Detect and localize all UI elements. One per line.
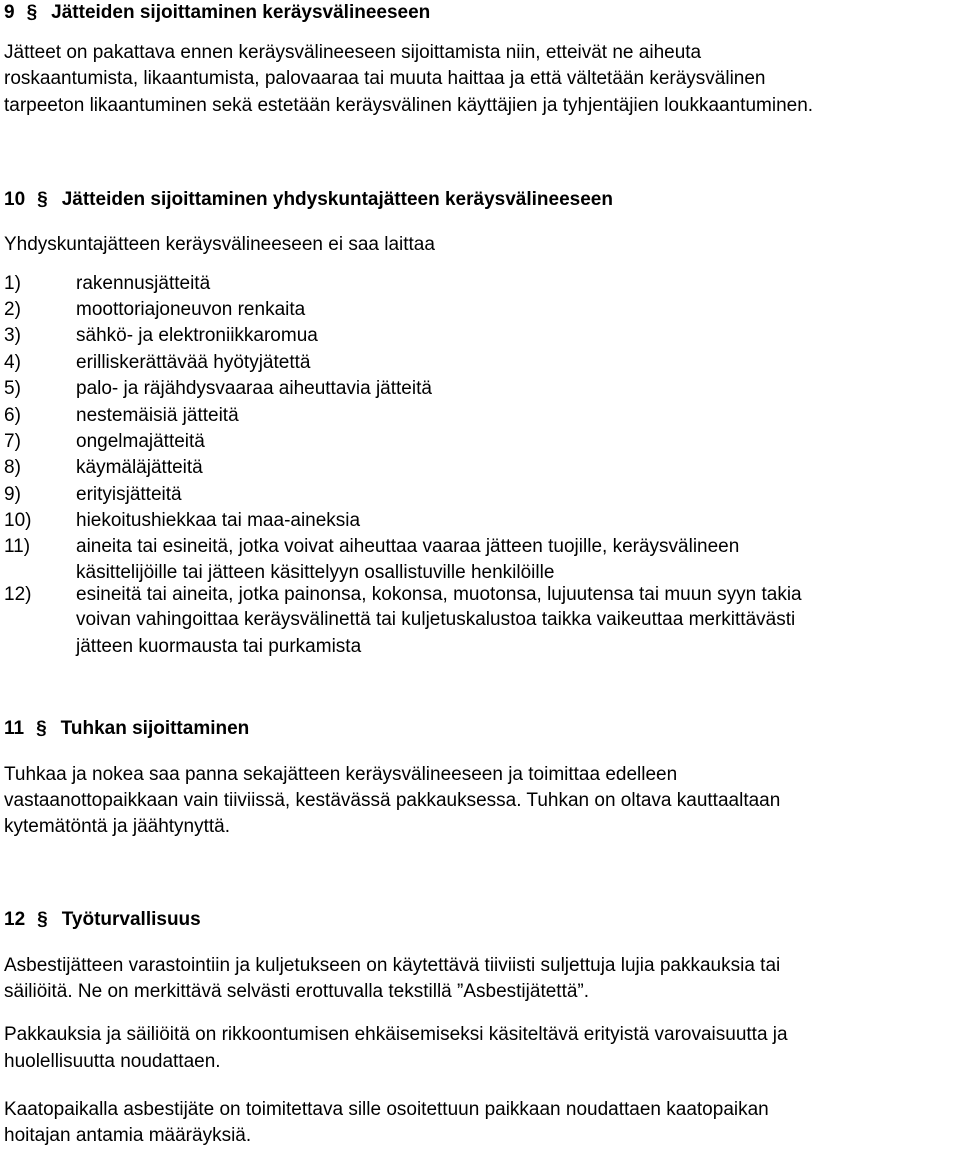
list-item [4,582,802,609]
list-number: 2) [4,299,21,320]
list-number: 7) [4,431,21,452]
list-number: 11) [4,536,31,557]
list-number: 8) [4,457,21,478]
list-number: 3) [4,325,21,346]
list-number: 12) [4,584,32,605]
list-item [4,482,182,509]
section-9-heading [4,0,430,26]
list-item [4,376,432,403]
list-item-continuation: jätteen kuormausta tai purkamista [76,636,362,657]
section-title: Tuhkan sijoittaminen [60,718,250,739]
list-text: ongelmajätteitä [76,431,205,452]
section-sign: § [37,189,48,210]
section-number: 10 [4,189,26,210]
list-text: erilliskerättävää hyötyjätettä [76,352,311,373]
list-text: esineitä tai aineita, jotka painonsa, kokonsa, muotonsa, lujuutensa tai muun syyn takia [76,584,802,605]
list-item [4,455,203,482]
list-item [4,429,205,456]
list-item [4,323,318,350]
list-text: käymäläjätteitä [76,457,203,478]
list-item [4,534,740,561]
section-title: Jätteiden sijoittaminen yhdyskuntajätteen keräysvälineeseen [61,189,613,210]
list-text: palo- ja räjähdysvaaraa aiheuttavia jätteitä [76,378,432,399]
section-sign: § [37,909,48,930]
section-10-intro: Yhdyskuntajätteen keräysvälineeseen ei saa laittaa [4,234,435,255]
list-number: 10) [4,510,32,531]
list-text: aineita tai esineitä, jotka voivat aiheuttaa vaaraa jätteen tuojille, keräysvälineen [76,536,740,557]
section-11-heading [4,716,249,742]
section-12-line: hoitajan antamia määräyksiä. [4,1125,252,1146]
section-12-line: Asbestijätteen varastointiin ja kuljetukseen on käytettävä tiiviisti suljettuja lujia pakkauksia tai [4,955,781,976]
section-number: 9 [4,2,15,23]
section-12-line: säiliöitä. Ne on merkittävä selvästi erottuvalla tekstillä ”Asbestijätettä”. [4,981,590,1002]
list-text: nestemäisiä jätteitä [76,405,239,426]
list-number: 1) [4,273,21,294]
list-item [4,508,361,535]
list-number: 5) [4,378,21,399]
list-text: moottoriajoneuvon renkaita [76,299,306,320]
list-item [4,403,239,430]
list-item [4,271,211,298]
section-12-line: huolellisuutta noudattaen. [4,1051,221,1072]
section-sign: § [26,2,38,23]
list-item [4,350,311,377]
section-sign: § [36,718,47,739]
list-item-continuation: voivan vahingoittaa keräysvälinettä tai kuljetuskalustoa taikka vaikeuttaa merkittävästi [76,609,796,630]
section-9-line: Jätteet on pakattava ennen keräysvälineeseen sijoittamista niin, etteivät ne aiheuta [4,42,702,63]
section-10-heading [4,187,613,213]
section-9-line: tarpeeton likaantuminen sekä estetään keräysvälinen käyttäjien ja tyhjentäjien loukkaantuminen. [4,95,814,116]
list-number: 9) [4,484,21,505]
section-11-line: Tuhkaa ja nokea saa panna sekajätteen keräysvälineeseen ja toimittaa edelleen [4,764,678,785]
list-item [4,297,306,324]
list-text: sähkö- ja elektroniikkaromua [76,325,318,346]
section-number: 12 [4,909,26,930]
list-number: 4) [4,352,21,373]
section-11-line: kytemätöntä ja jäähtynyttä. [4,816,231,837]
section-title: Työturvallisuus [61,909,201,930]
list-item-continuation: käsittelijöille tai jätteen käsittelyyn osallistuville henkilöille [76,562,555,583]
section-11-line: vastaanottopaikkaan vain tiiviissä, kestävässä pakkauksessa. Tuhkan on oltava kauttaaltaan [4,790,781,811]
list-text: rakennusjätteitä [76,273,211,294]
section-9-line: roskaantumista, likaantumista, palovaaraa tai muuta haittaa ja että vältetään keräysvälinen [4,68,766,89]
section-12-line: Pakkauksia ja säiliöitä on rikkoontumisen ehkäisemiseksi käsiteltävä erityistä varovaisuutta ja [4,1024,788,1045]
section-12-line: Kaatopaikalla asbestijäte on toimitettava sille osoitettuun paikkaan noudattaen kaatopaikan [4,1099,769,1120]
list-text: hiekoitushiekkaa tai maa-aineksia [76,510,361,531]
list-number: 6) [4,405,21,426]
list-text: erityisjätteitä [76,484,182,505]
section-12-heading [4,907,201,933]
section-title: Jätteiden sijoittaminen keräysvälineeseen [51,2,431,23]
section-number: 11 [4,718,25,739]
